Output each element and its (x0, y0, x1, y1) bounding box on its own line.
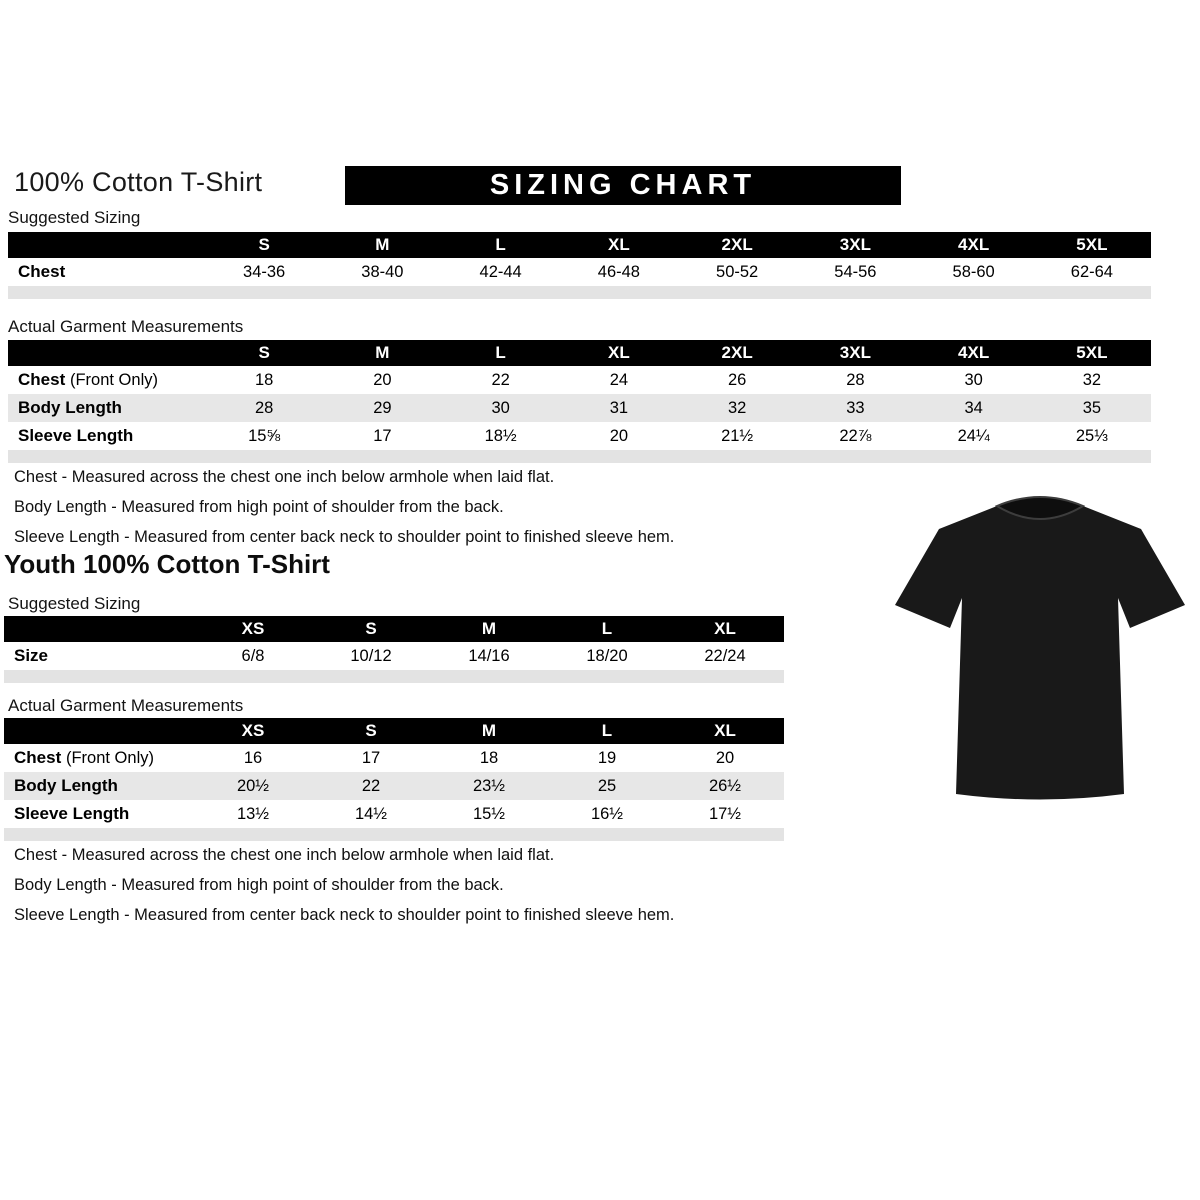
measurement-cell: 22⅞ (839, 426, 872, 445)
measurement-cell: 18/20 (586, 646, 628, 665)
measurement-cell: 26½ (666, 772, 784, 800)
size-column-header: S (205, 340, 323, 366)
measurement-cell: 6/8 (241, 646, 265, 665)
header-row (4, 616, 784, 642)
measurement-cell: 30 (442, 394, 560, 422)
table-bottom-strip (8, 286, 1151, 299)
measurement-cell: 21½ (721, 426, 754, 445)
row-label (4, 744, 194, 772)
row-label-text: Chest (14, 748, 62, 767)
measurement-cell: 20½ (194, 772, 312, 800)
measurement-cell: 16½ (590, 804, 624, 823)
adult-suggested-table (8, 232, 1151, 299)
measurement-cell: 54-56 (834, 262, 877, 281)
size-column-header: M (430, 718, 548, 744)
measurement-cell: 18 (479, 748, 499, 767)
measurement-cell: 22/24 (704, 646, 746, 665)
size-column-header: 4XL (915, 232, 1033, 258)
measurement-cell: 24¼ (957, 426, 990, 445)
measurement-cell: 62-64 (1070, 262, 1113, 281)
measurement-cell: 32 (1082, 370, 1102, 389)
row-label: Size (14, 646, 49, 665)
size-column-header: M (323, 340, 441, 366)
measurement-cell: 34 (915, 394, 1033, 422)
size-column-header: 2XL (678, 340, 796, 366)
measurement-cell: 23½ (430, 772, 548, 800)
measurement-cell: 33 (796, 394, 914, 422)
measurement-cell: 17 (373, 426, 392, 445)
measurement-cell: 30 (964, 370, 983, 389)
size-column-header: 5XL (1033, 232, 1151, 258)
measurement-cell: 28 (846, 370, 865, 389)
empty-header-cell (4, 616, 194, 642)
measurement-cell: 24 (609, 370, 629, 389)
measurement-cell: 26 (727, 370, 747, 389)
size-column-header: S (312, 616, 430, 642)
youth-actual-heading: Actual Garment Measurements (8, 696, 244, 715)
table-row (4, 744, 784, 772)
measurement-cell: 18½ (484, 426, 517, 445)
measurement-cell: 17 (361, 748, 381, 767)
table-bottom-strip (8, 450, 1151, 463)
measurement-cell: 34-36 (243, 262, 286, 281)
measurement-cell: 22 (312, 772, 430, 800)
note-line: Sleeve Length - Measured from center back neck to shoulder point to finished sleeve hem. (14, 906, 675, 924)
size-column-header: M (430, 616, 548, 642)
measurement-cell: 58-60 (952, 262, 995, 281)
table-row (4, 800, 784, 828)
measurement-cell: 15½ (472, 804, 506, 823)
size-column-header: L (442, 232, 560, 258)
note-line: Chest - Measured across the chest one inch below armhole when laid flat. (14, 846, 555, 864)
table-row (8, 366, 1151, 394)
measurement-cell: 35 (1033, 394, 1151, 422)
note-line: Body Length - Measured from high point of shoulder from the back. (14, 498, 504, 516)
measurement-cell: 17½ (708, 804, 742, 823)
size-column-header: XS (194, 718, 312, 744)
measurement-cell: 50-52 (716, 262, 759, 281)
measurement-cell: 19 (597, 748, 617, 767)
size-column-header: L (548, 718, 666, 744)
measurement-cell: 42-44 (479, 262, 522, 281)
table-row (8, 258, 1151, 286)
size-column-header: L (548, 616, 666, 642)
measurement-cell: 28 (205, 394, 323, 422)
youth-suggested-table (4, 616, 784, 683)
adult-measurement-notes (14, 468, 674, 558)
size-column-header: 5XL (1033, 340, 1151, 366)
size-column-header: XL (666, 616, 784, 642)
row-label: Body Length (8, 394, 205, 422)
table-row (4, 772, 784, 800)
black-tshirt-image (892, 476, 1188, 821)
adult-suggested-heading: Suggested Sizing (8, 208, 141, 227)
youth-section-title: Youth 100% Cotton T-Shirt (4, 549, 330, 579)
header-row (8, 340, 1151, 366)
header-row (4, 718, 784, 744)
measurement-cell: 20 (373, 370, 392, 389)
measurement-cell: 14½ (354, 804, 388, 823)
youth-suggested-heading: Suggested Sizing (8, 594, 141, 613)
size-column-header: S (312, 718, 430, 744)
empty-header-cell (8, 232, 205, 258)
measurement-cell: 25⅓ (1075, 426, 1108, 445)
row-label-note: (Front Only) (69, 371, 158, 389)
note-line: Body Length - Measured from high point of shoulder from the back. (14, 876, 504, 894)
size-column-header: 4XL (915, 340, 1033, 366)
measurement-cell: 15⅝ (248, 426, 281, 445)
row-label: Sleeve Length (14, 804, 130, 823)
sizing-chart-banner: SIZING CHART (345, 166, 901, 205)
table-bottom-strip (4, 670, 784, 683)
row-label: Body Length (4, 772, 194, 800)
measurement-cell: 13½ (236, 804, 270, 823)
measurement-cell: 18 (254, 370, 274, 389)
measurement-cell: 31 (560, 394, 678, 422)
measurement-cell: 38-40 (361, 262, 404, 281)
youth-actual-table (4, 718, 784, 841)
table-row (8, 422, 1151, 450)
table-bottom-strip (4, 828, 784, 841)
empty-header-cell (4, 718, 194, 744)
row-label-text: Chest (18, 370, 66, 389)
measurement-cell: 16 (243, 748, 263, 767)
row-label: Chest (18, 262, 66, 281)
measurement-cell: 14/16 (468, 646, 510, 665)
size-column-header: 3XL (796, 340, 914, 366)
measurement-cell: 29 (323, 394, 441, 422)
size-column-header: L (442, 340, 560, 366)
measurement-cell: 32 (678, 394, 796, 422)
measurement-cell: 22 (491, 370, 510, 389)
adult-actual-heading: Actual Garment Measurements (8, 317, 244, 336)
measurement-cell: 46-48 (597, 262, 640, 281)
size-column-header: XS (194, 616, 312, 642)
measurement-cell: 25 (548, 772, 666, 800)
note-line: Sleeve Length - Measured from center back neck to shoulder point to finished sleeve hem. (14, 528, 675, 546)
row-label-note: (Front Only) (65, 749, 154, 767)
size-column-header: XL (560, 232, 678, 258)
empty-header-cell (8, 340, 205, 366)
row-label: Sleeve Length (18, 426, 134, 445)
size-column-header: 2XL (678, 232, 796, 258)
header-row (8, 232, 1151, 258)
measurement-cell: 20 (609, 426, 629, 445)
measurement-cell: 20 (715, 748, 735, 767)
size-column-header: M (323, 232, 441, 258)
adult-actual-table (8, 340, 1151, 463)
size-column-header: 3XL (796, 232, 914, 258)
tshirt-graphic (892, 476, 1188, 821)
table-row (8, 394, 1151, 422)
size-column-header: XL (560, 340, 678, 366)
size-column-header: XL (666, 718, 784, 744)
note-line: Chest - Measured across the chest one inch below armhole when laid flat. (14, 468, 555, 486)
adult-section-title: 100% Cotton T-Shirt (14, 167, 263, 197)
table-row (4, 642, 784, 670)
size-column-header: S (205, 232, 323, 258)
youth-measurement-notes (14, 846, 674, 936)
row-label (8, 366, 205, 394)
tshirt-body-shape (895, 506, 1185, 800)
measurement-cell: 10/12 (350, 646, 392, 665)
